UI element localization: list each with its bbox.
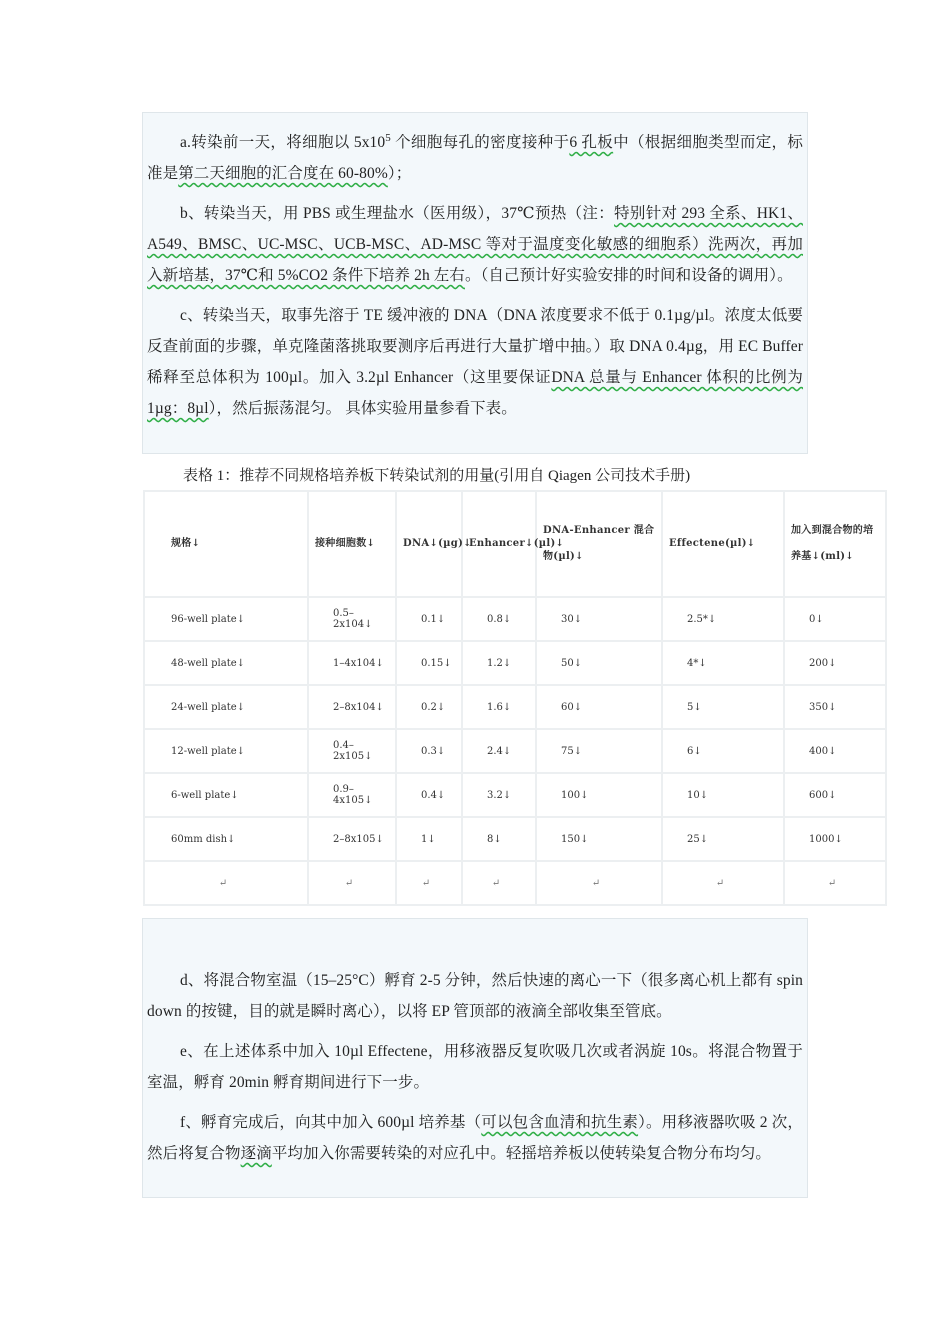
table-cell: 2.5*↓: [662, 597, 784, 641]
table-cell: 50↓: [536, 641, 662, 685]
table-cell: 0.5–2x104↓: [308, 597, 396, 641]
return-mark: ↵: [308, 861, 396, 905]
table-cell: 96-well plate↓: [144, 597, 308, 641]
table-cell: 350↓: [784, 685, 886, 729]
underlined-text: 6 孔板: [569, 134, 614, 152]
table-row: [144, 685, 886, 729]
table-cell: 2–8x104↓: [308, 685, 396, 729]
header-cell: DNA↓(µg)↓: [396, 491, 462, 597]
paragraph-a: a.转染前一天，将细胞以 $5x10^5$ 个细胞每孔的密度接种于6 孔板中（根据细胞类型而定，标准是第二天细胞的汇合度在 60-80%）；: [147, 132, 803, 183]
table-cell: 12-well plate↓: [144, 729, 308, 773]
table-cell: 0.9–4x105↓: [308, 773, 396, 817]
underlined-text: 可以包含血清和抗生素: [481, 1114, 639, 1131]
return-mark: ↵: [396, 861, 462, 905]
paragraph-f: f、孵育完成后，向其中加入 600µl 培养基（可以包含血清和抗生素）。用移液器吹吸 2 次，然后将复合物逐滴平均加入你需要转染的对应孔中。轻摇培养板以使转染复合物分布均匀。: [147, 1114, 803, 1162]
table-cell: 3.2↓: [462, 773, 536, 817]
header-cell: Enhancer↓(µl)↓: [462, 491, 536, 597]
table-cell: 4*↓: [662, 641, 784, 685]
table-cell: 0↓: [784, 597, 886, 641]
table-cell: 25↓: [662, 817, 784, 861]
header-cell: 规格↓: [144, 491, 308, 597]
table-cell: 1–4x104↓: [308, 641, 396, 685]
return-mark: ↵: [784, 861, 886, 905]
underlined-text: 逐滴: [240, 1145, 272, 1162]
table-cell: 5↓: [662, 685, 784, 729]
table-cell: 0.2↓: [396, 685, 462, 729]
table-cell: 0.8↓: [462, 597, 536, 641]
table-cell: 400↓: [784, 729, 886, 773]
table-cell: 60↓: [536, 685, 662, 729]
table-cell: 6↓: [662, 729, 784, 773]
table-cell: 10↓: [662, 773, 784, 817]
table-cell: 30↓: [536, 597, 662, 641]
table-cell: 24-well plate↓: [144, 685, 308, 729]
table-cell: 100↓: [536, 773, 662, 817]
table-cell: 1↓: [396, 817, 462, 861]
return-mark: ↵: [536, 861, 662, 905]
return-mark: ↵: [662, 861, 784, 905]
table-cell: 1.2↓: [462, 641, 536, 685]
table-cell: 0.1↓: [396, 597, 462, 641]
header-cell: Effectene(µl)↓: [662, 491, 784, 597]
header-cell: 加入到混合物的培养基↓(ml)↓: [784, 491, 886, 597]
return-mark: ↵: [462, 861, 536, 905]
table-row-empty: [144, 861, 886, 905]
table-cell: 6-well plate↓: [144, 773, 308, 817]
table-cell: 0.3↓: [396, 729, 462, 773]
table-row: [144, 773, 886, 817]
table-row: [144, 729, 886, 773]
table-cell: 8↓: [462, 817, 536, 861]
paragraph-e: e、在上述体系中加入 10µl Effectene，用移液器反复吹吸几次或者涡旋 10s。将混合物置于室温，孵育 20min 孵育期间进行下一步。: [147, 1043, 803, 1091]
header-cell: DNA-Enhancer 混合物(µl)↓: [536, 491, 662, 597]
reagent-table: [143, 490, 885, 906]
table-header-row: [144, 491, 886, 597]
underlined-text: DNA 总量与 Enhancer 体积的比例为 1µg：8µl: [147, 369, 804, 418]
return-mark: ↵: [144, 861, 308, 905]
table-cell: 2.4↓: [462, 729, 536, 773]
table-cell: 0.4–2x105↓: [308, 729, 396, 773]
header-cell: 接种细胞数↓: [308, 491, 396, 597]
table-cell: 1000↓: [784, 817, 886, 861]
underlined-text: 第二天细胞的汇合度在 60-80%: [178, 165, 388, 183]
underlined-text: 特别针对 293 全系、HK1、A549、BMSC、UC-MSC、UCB-MSC、AD-MSC 等对于温度变化敏感的细胞系）洗两次，再加入新培基，37℃和 5%CO2 条件下培养 2h 左右: [147, 205, 803, 285]
table-cell: 48-well plate↓: [144, 641, 308, 685]
table-cell: 2–8x105↓: [308, 817, 396, 861]
table-cell: 1.6↓: [462, 685, 536, 729]
table-cell: 0.15↓: [396, 641, 462, 685]
table-row: [144, 641, 886, 685]
table-cell: 150↓: [536, 817, 662, 861]
paragraph-c: c、转染当天，取事先溶于 TE 缓冲液的 DNA（DNA 浓度要求不低于 0.1µg/µl。浓度太低要反查前面的步骤，单克隆菌落挑取要测序后再进行大量扩增中抽。）取 DNA 0.4µg，用 EC Buffer 稀释至总体积为 100µl。加入 3.2µl Enhancer（这里要保证DNA 总量与 Enhancer 体积的比例为 1µg：8µl），然后振荡混匀。 具体实验用量参看下表。: [147, 307, 819, 418]
table-cell: 0.4↓: [396, 773, 462, 817]
table-cell: 200↓: [784, 641, 886, 685]
table-cell: 60mm dish↓: [144, 817, 308, 861]
paragraph-d: d、将混合物室温（15–25°C）孵育 2-5 分钟，然后快速的离心一下（很多离心机上都有 spin down 的按键，目的就是瞬时离心），以将 EP 管顶部的液滴全部收集至管底。: [147, 972, 803, 1020]
table-row: [144, 817, 886, 861]
table-row: [144, 597, 886, 641]
table-cell: 600↓: [784, 773, 886, 817]
paragraph-b: b、转染当天，用 PBS 或生理盐水（医用级），37℃预热（注：特别针对 293 全系、HK1、A549、BMSC、UC-MSC、UCB-MSC、AD-MSC 等对于温度变化敏感的细胞系）洗两次，再加入新培基，37℃和 5%CO2 条件下培养 2h 左右。（自己预计好实验安排的时间和设备的调用）。: [147, 205, 803, 285]
instruction-box-bottom: [142, 918, 808, 1198]
table-cell: 75↓: [536, 729, 662, 773]
table-caption: 表格 1：推荐不同规格培养板下转染试剂的用量(引用自 Qiagen 公司技术手册): [183, 468, 691, 484]
instruction-box-top: [142, 112, 819, 454]
